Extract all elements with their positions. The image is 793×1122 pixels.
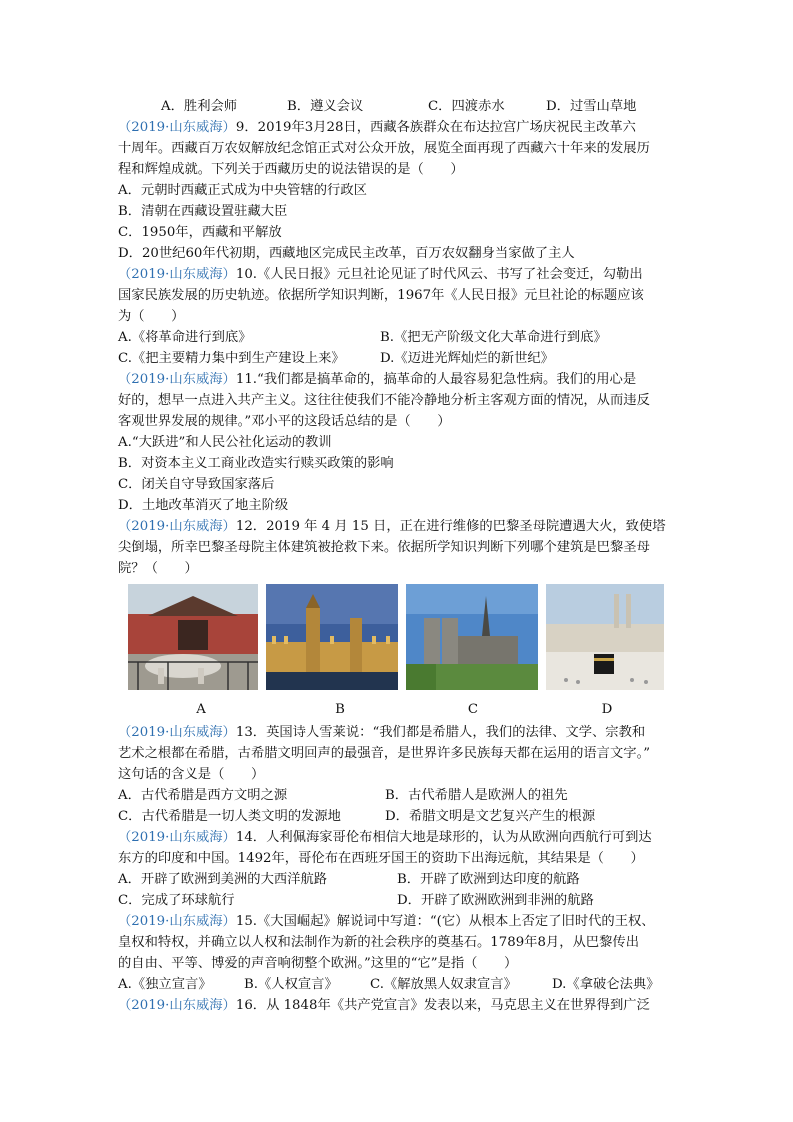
photo-caption-a: A: [196, 702, 206, 717]
q16-stem-1: 16．从 1848年《共产党宣言》发表以来，马克思主义在世界得到广泛: [235, 998, 650, 1013]
q12-source: （2019·山东威海）: [118, 519, 236, 534]
q11-stem-1: 11.“我们都是搞革命的，搞革命的人最容易犯急性病。我们的用心是: [235, 372, 637, 387]
q14-option-b: B．开辟了欧洲到达印度的航路: [397, 872, 580, 887]
q10-option-c: C.《把主要精力集中到生产建设上来》: [118, 351, 345, 366]
q9-option-d: D．20世纪60年代初期，西藏地区完成民主改革，百万农奴翻身当家做了主人: [118, 246, 575, 261]
q14-option-d: D．开辟了欧洲欧洲到非洲的航路: [397, 893, 594, 908]
q13-option-d: D．希腊文明是文艺复兴产生的根源: [385, 809, 596, 824]
q14-stem-1: 14．人利佩海家哥伦布相信大地是球形的，认为从欧洲向西航行可到达: [235, 830, 652, 845]
q16-source: （2019·山东威海）: [118, 998, 236, 1013]
q16-line-1: [118, 995, 650, 1016]
q11-line-3: 客观世界发展的规律。”邓小平的这段话总结的是（ ）: [118, 414, 451, 429]
q11-source: （2019·山东威海）: [118, 372, 236, 387]
q9-option-a: A．元朝时西藏正式成为中央管辖的行政区: [118, 183, 367, 198]
q13-option-b: B．古代希腊人是欧洲人的祖先: [385, 788, 568, 803]
q11-line-2: 好的，想早一点进入共产主义。这往往使我们不能冷静地分析主客观方面的情况，从而违反: [118, 393, 650, 408]
q15-line-1: [118, 911, 655, 932]
q10-option-b: B.《把无产阶级文化大革命进行到底》: [380, 330, 607, 345]
q10-option-d: D.《迈进光辉灿烂的新世纪》: [380, 351, 554, 366]
q9-option-b: B．清朝在西藏设置驻藏大臣: [118, 204, 288, 219]
photo-option-c: [406, 584, 538, 690]
q15-source: （2019·山东威海）: [118, 914, 236, 929]
q13-line-1: [118, 722, 645, 743]
q15-option-b: B.《人权宣言》: [244, 977, 338, 992]
q15-line-2: 皇权和特权，并确立以人权和法制作为新的社会秩序的奠基石。1789年8月，从巴黎传出: [118, 935, 639, 950]
q11-option-b: B．对资本主义工商业改造实行赎买政策的影响: [118, 456, 394, 471]
q12-stem-1: 12．2019 年 4 月 15 日，正在进行维修的巴黎圣母院遭遇大火，致使塔: [235, 519, 666, 534]
q9-source: （2019·山东威海）: [118, 120, 236, 135]
photo-caption-d: D: [601, 702, 613, 717]
q14-option-a: A．开辟了欧洲到美洲的大西洋航路: [118, 872, 328, 887]
q14-line-2: 东方的印度和中国。1492年，哥伦布在西班牙国王的资助下出海远航，其结果是（ ）: [118, 851, 644, 866]
photo-caption-b: B: [335, 702, 345, 717]
q9-stem-1: 9．2019年3月28日，西藏各族群众在布达拉宫广场庆祝民主改革六: [235, 120, 636, 135]
q10-option-a: A.《将革命进行到底》: [118, 330, 252, 345]
q11-option-d: D．土地改革消灭了地主阶级: [118, 498, 289, 513]
q10-line-3: 为（ ）: [118, 309, 185, 324]
q13-option-a: A．古代希腊是西方文明之源: [118, 788, 288, 803]
q8-option-d: D．过雪山草地: [546, 99, 637, 114]
q15-option-a: A.《独立宣言》: [118, 977, 212, 992]
q15-option-d: D.《拿破仑法典》: [552, 977, 660, 992]
q11-option-a: A.“大跃进”和人民公社化运动的教训: [118, 435, 332, 450]
q13-line-2: 艺术之根都在希腊，古希腊文明回声的最强音，是世界许多民族每天都在运用的语言文字。”: [118, 746, 651, 761]
q10-line-2: 国家民族发展的历史轨迹。依据所学知识判断，1967年《人民日报》元旦社论的标题应该: [118, 288, 644, 303]
q15-stem-1: 15.《大国崛起》解说词中写道：“(它）从根本上否定了旧时代的王权、: [235, 914, 655, 929]
q10-stem-1: 10.《人民日报》元旦社论见证了时代风云、书写了社会变迁，勾勒出: [235, 267, 643, 282]
q14-source: （2019·山东威海）: [118, 830, 236, 845]
photo-option-b: [266, 584, 398, 690]
q9-line-2: 十周年。西藏百万农奴解放纪念馆正式对公众开放，展览全面再现了西藏六十年来的发展历: [118, 141, 650, 156]
q13-option-c: C．古代希腊是一切人类文明的发源地: [118, 809, 341, 824]
q9-option-c: C．1950年，西藏和平解放: [118, 225, 282, 240]
q11-option-c: C．闭关自守导致国家落后: [118, 477, 275, 492]
q14-line-1: [118, 827, 652, 848]
q10-source: （2019·山东威海）: [118, 267, 236, 282]
q13-source: （2019·山东威海）: [118, 725, 236, 740]
q14-option-c: C．完成了环球航行: [118, 893, 235, 908]
photo-caption-c: C: [467, 702, 479, 717]
q11-line-1: [118, 369, 636, 390]
q8-option-b: B．遵义会议: [287, 99, 364, 114]
q12-line-1: [118, 516, 666, 537]
q13-line-3: 这句话的含义是（ ）: [118, 767, 265, 782]
q15-option-c: C.《解放黑人奴隶宣言》: [370, 977, 517, 992]
photo-option-a: [128, 584, 258, 690]
q15-line-3: 的自由、平等、博爱的声音响彻整个欧洲。”这里的“它”是指（ ）: [118, 956, 518, 971]
q12-line-2: 尖倒塌，所幸巴黎圣母院主体建筑被抢救下来。依据所学知识判断下列哪个建筑是巴黎圣母: [118, 540, 650, 555]
q10-line-1: [118, 264, 643, 285]
q13-stem-1: 13．英国诗人雪莱说：“我们都是希腊人，我们的法律、文学、宗教和: [235, 725, 646, 740]
q9-line-1: [118, 117, 636, 138]
q9-line-3: 程和辉煌成就。下列关于西藏历史的说法错误的是（ ）: [118, 162, 464, 177]
q8-option-a: A．胜利会师: [161, 99, 238, 114]
q12-line-3: 院？（ ）: [118, 561, 198, 576]
q8-option-c: C．四渡赤水: [428, 99, 505, 114]
photo-option-d: [546, 584, 664, 690]
